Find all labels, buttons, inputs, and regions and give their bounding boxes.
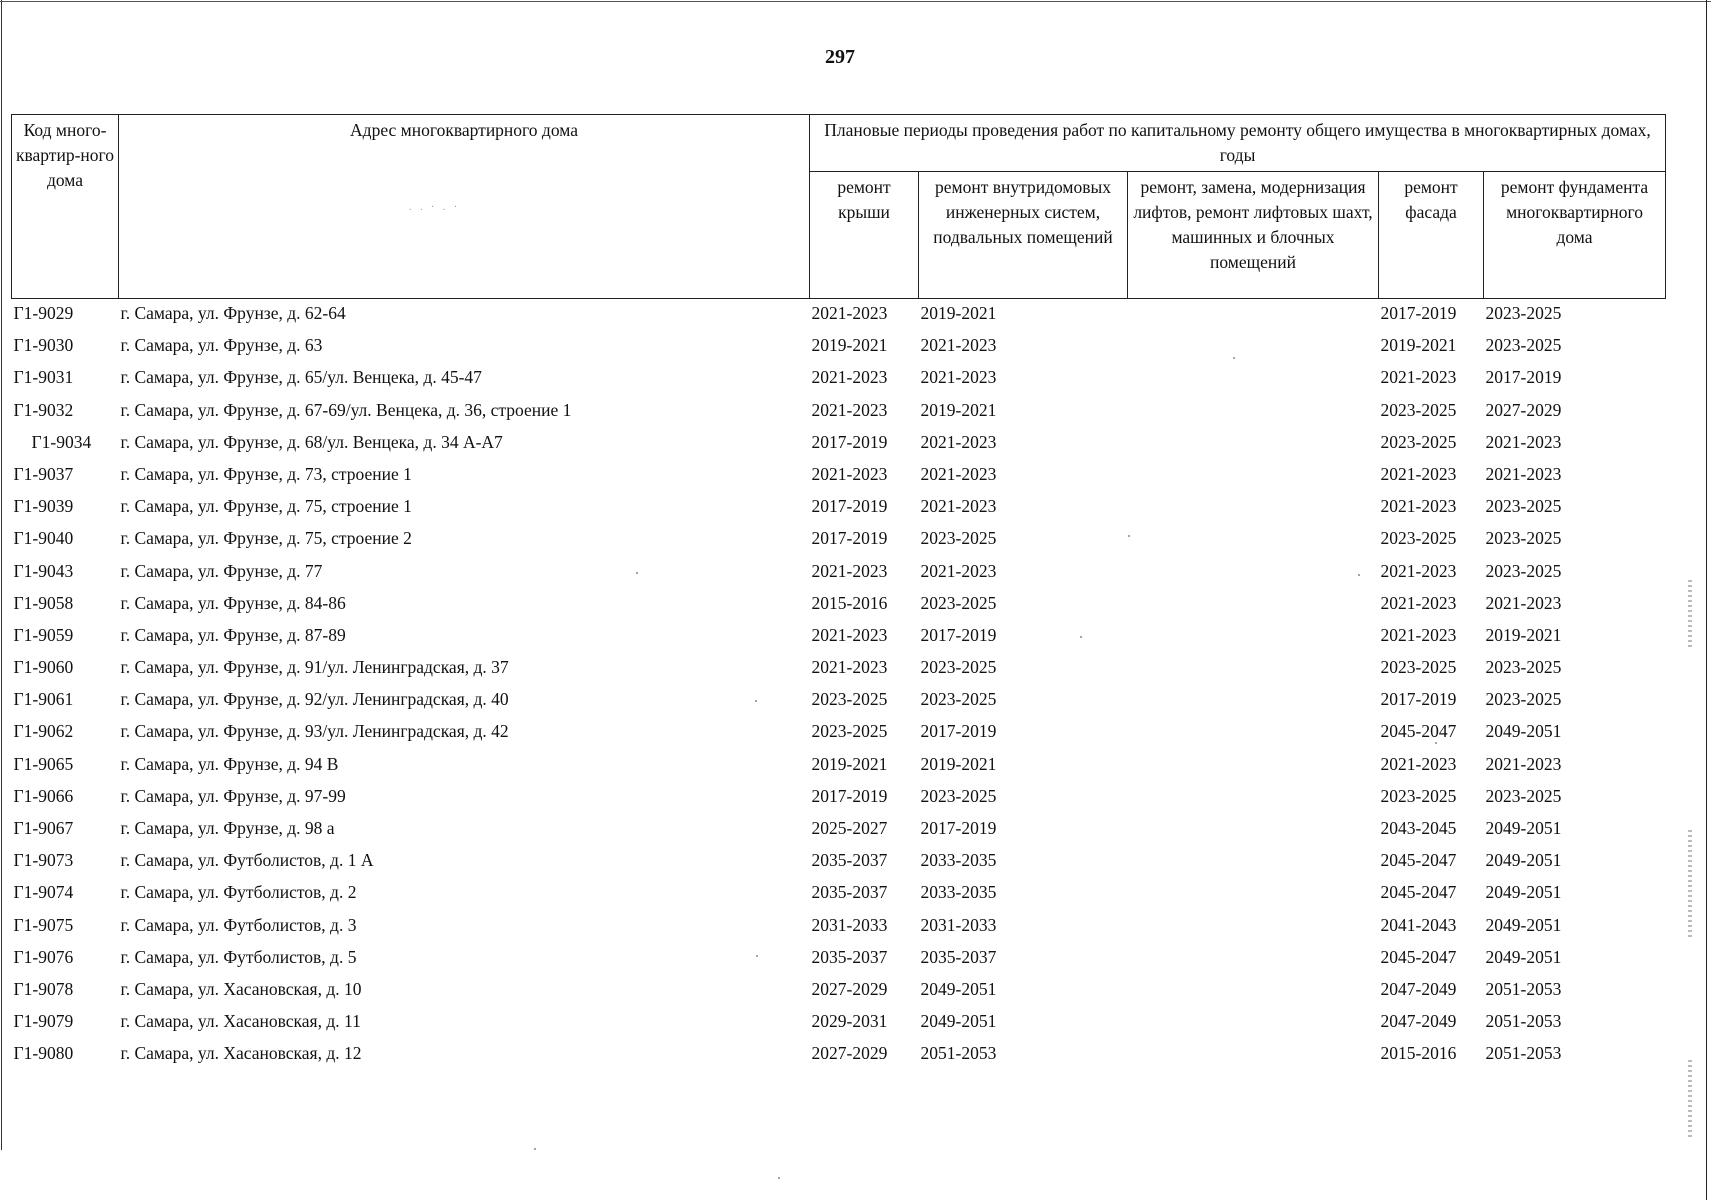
roof-period-cell: 2021-2023: [811, 303, 888, 323]
facade-period-cell: 2023-2025: [1380, 657, 1457, 678]
foundation-period-cell: 2023-2025: [1485, 560, 1562, 581]
scan-dot: [1128, 535, 1130, 537]
header-engineering-repair: ремонт внутридомовых инженерных систем, подвальных помещений: [919, 172, 1128, 299]
page-edge-right: [1706, 0, 1707, 1200]
table-row: [12, 492, 1666, 524]
engineering-period-cell: 2031-2033: [920, 914, 997, 935]
engineering-period-cell: 2033-2035: [920, 850, 997, 871]
scan-edge-mark: [1688, 830, 1692, 940]
header-planned-periods: Плановые периоды проведения работ по капитальному ремонту общего имущества в многоквартирных домах, годы: [810, 115, 1666, 172]
address-cell: г. Самара, ул. Фрунзе, д. 84-86: [120, 592, 346, 613]
building-code-cell: Г1-9076: [13, 946, 74, 967]
facade-period-cell: 2043-2045: [1380, 818, 1457, 838]
lift-period-cell: [1128, 299, 1379, 332]
table-row: [12, 1039, 1666, 1071]
roof-period-cell: 2023-2025: [811, 721, 888, 742]
table-row: [12, 460, 1666, 492]
facade-period-cell: 2021-2023: [1380, 463, 1457, 484]
engineering-period-cell: 2019-2021: [920, 753, 997, 774]
roof-period-cell: 2015-2016: [811, 592, 888, 613]
roof-period-cell: 2021-2023: [811, 367, 888, 388]
roof-period-cell: 2021-2023: [811, 463, 888, 484]
address-cell: г. Самара, ул. Фрунзе, д. 75, строение 1: [120, 496, 412, 517]
facade-period-cell: 2021-2023: [1380, 624, 1457, 645]
header-lift-repair: ремонт, замена, модернизация лифтов, ремонт лифтовых шахт, машинных и блочных помещений: [1128, 172, 1379, 299]
roof-period-cell: 2017-2019: [811, 785, 888, 806]
facade-period-cell: 2045-2047: [1380, 721, 1457, 742]
facade-period-cell: 2045-2047: [1380, 946, 1457, 967]
roof-period-cell: 2017-2019: [811, 528, 888, 549]
repair-schedule-table: [11, 114, 1666, 1072]
address-cell: г. Самара, ул. Фрунзе, д. 94 В: [120, 753, 339, 774]
building-code-cell: Г1-9066: [13, 785, 74, 806]
building-code-cell: Г1-9080: [13, 1043, 74, 1064]
facade-period-cell: 2021-2023: [1380, 753, 1457, 774]
engineering-period-cell: 2023-2025: [920, 592, 997, 613]
table-row: [12, 911, 1666, 943]
facade-period-cell: 2047-2049: [1380, 1011, 1457, 1032]
table-row: [12, 621, 1666, 653]
scan-dot: [1435, 742, 1437, 744]
roof-period-cell: 2035-2037: [811, 946, 888, 967]
address-cell: г. Самара, ул. Хасановская, д. 10: [120, 978, 362, 999]
facade-period-cell: 2023-2025: [1380, 431, 1457, 452]
building-code-cell: Г1-9073: [13, 850, 74, 871]
scan-dot: [1358, 574, 1360, 576]
table-row: [12, 975, 1666, 1007]
building-code-cell: Г1-9075: [13, 914, 74, 935]
foundation-period-cell: 2021-2023: [1485, 431, 1562, 452]
building-code-cell: Г1-9058: [13, 592, 74, 613]
table-row: [12, 814, 1666, 846]
building-code-cell: Г1-9031: [13, 367, 74, 388]
address-cell: г. Самара, ул. Фрунзе, д. 97-99: [120, 785, 346, 806]
header-address: [119, 115, 810, 299]
roof-period-cell: 2021-2023: [811, 624, 888, 645]
facade-period-cell: 2017-2019: [1380, 689, 1457, 710]
foundation-period-cell: 2049-2051: [1485, 850, 1562, 871]
lift-period-cell: [1128, 653, 1379, 685]
table-row: [12, 943, 1666, 975]
engineering-period-cell: 2019-2021: [920, 399, 997, 420]
lift-period-cell: [1128, 846, 1379, 878]
lift-period-cell: [1128, 975, 1379, 1007]
roof-period-cell: 2019-2021: [811, 753, 888, 774]
building-code-cell: Г1-9079: [13, 1011, 74, 1032]
table-row: [12, 750, 1666, 782]
address-cell: г. Самара, ул. Фрунзе, д. 67-69/ул. Венцека, д. 36, строение 1: [120, 399, 572, 420]
foundation-period-cell: 2021-2023: [1485, 753, 1562, 774]
table-body: [12, 299, 1666, 1072]
address-cell: г. Самара, ул. Хасановская, д. 11: [120, 1011, 361, 1032]
facade-period-cell: 2021-2023: [1380, 592, 1457, 613]
building-code-cell: Г1-9065: [13, 753, 74, 774]
engineering-period-cell: 2017-2019: [920, 818, 997, 838]
lift-period-cell: [1128, 943, 1379, 975]
address-cell: г. Самара, ул. Фрунзе, д. 87-89: [120, 624, 346, 645]
table-row: [12, 396, 1666, 428]
scan-dot: [1080, 636, 1082, 638]
building-code-cell: Г1-9061: [13, 689, 74, 710]
address-cell: г. Самара, ул. Фрунзе, д. 93/ул. Ленинградская, д. 42: [120, 721, 509, 742]
address-cell: г. Самара, ул. Фрунзе, д. 73, строение 1: [120, 463, 412, 484]
scan-dot: [756, 955, 758, 957]
engineering-period-cell: 2023-2025: [920, 689, 997, 710]
foundation-period-cell: 2023-2025: [1485, 528, 1562, 549]
table-row: [12, 717, 1666, 749]
facade-period-cell: 2045-2047: [1380, 850, 1457, 871]
foundation-period-cell: 2027-2029: [1485, 399, 1562, 420]
engineering-period-cell: 2021-2023: [920, 431, 997, 452]
foundation-period-cell: 2019-2021: [1485, 624, 1562, 645]
address-cell: г. Самара, ул. Фрунзе, д. 92/ул. Ленинградская, д. 40: [120, 689, 509, 710]
address-cell: г. Самара, ул. Хасановская, д. 12: [120, 1043, 362, 1064]
address-cell: г. Самара, ул. Футболистов, д. 5: [120, 946, 357, 967]
foundation-period-cell: 2023-2025: [1485, 785, 1562, 806]
address-cell: г. Самара, ул. Футболистов, д. 1 А: [120, 850, 374, 871]
table-row: [12, 846, 1666, 878]
address-cell: г. Самара, ул. Фрунзе, д. 62-64: [120, 303, 346, 323]
lift-period-cell: [1128, 524, 1379, 556]
table-row: [12, 557, 1666, 589]
foundation-period-cell: 2049-2051: [1485, 946, 1562, 967]
foundation-period-cell: 2021-2023: [1485, 463, 1562, 484]
lift-period-cell: [1128, 685, 1379, 717]
foundation-period-cell: 2049-2051: [1485, 818, 1562, 838]
foundation-period-cell: 2049-2051: [1485, 882, 1562, 903]
table-row: [12, 331, 1666, 363]
table-row: [12, 428, 1666, 460]
lift-period-cell: [1128, 621, 1379, 653]
scan-dot: [778, 1177, 780, 1179]
lift-period-cell: [1128, 1007, 1379, 1039]
roof-period-cell: 2031-2033: [811, 914, 888, 935]
foundation-period-cell: 2051-2053: [1485, 1043, 1562, 1064]
facade-period-cell: 2023-2025: [1380, 785, 1457, 806]
scan-dot: [534, 1148, 536, 1150]
foundation-period-cell: 2023-2025: [1485, 689, 1562, 710]
building-code-cell: Г1-9062: [13, 721, 74, 742]
lift-period-cell: [1128, 363, 1379, 395]
building-code-cell: Г1-9040: [13, 528, 74, 549]
lift-period-cell: [1128, 814, 1379, 846]
header-building-code: Код много-квартир-ного дома: [12, 115, 119, 299]
engineering-period-cell: 2023-2025: [920, 528, 997, 549]
engineering-period-cell: 2049-2051: [920, 978, 997, 999]
table-row: [12, 653, 1666, 685]
roof-period-cell: 2029-2031: [811, 1011, 888, 1032]
engineering-period-cell: 2021-2023: [920, 560, 997, 581]
address-cell: г. Самара, ул. Фрунзе, д. 77: [120, 560, 323, 581]
facade-period-cell: 2045-2047: [1380, 882, 1457, 903]
engineering-period-cell: 2021-2023: [920, 463, 997, 484]
scan-speck: . . · . ·: [409, 202, 461, 213]
foundation-period-cell: 2023-2025: [1485, 496, 1562, 517]
header-foundation-repair: ремонт фундамента многоквартирного дома: [1484, 172, 1666, 299]
building-code-cell: Г1-9037: [13, 463, 74, 484]
table-row: [12, 782, 1666, 814]
table-row: [12, 524, 1666, 556]
roof-period-cell: 2023-2025: [811, 689, 888, 710]
building-code-cell: Г1-9067: [13, 818, 74, 838]
page-edge-left: [1, 0, 2, 1150]
building-code-cell: Г1-9034: [31, 431, 92, 452]
engineering-period-cell: 2051-2053: [920, 1043, 997, 1064]
lift-period-cell: [1128, 782, 1379, 814]
engineering-period-cell: 2023-2025: [920, 785, 997, 806]
foundation-period-cell: 2023-2025: [1485, 335, 1562, 356]
foundation-period-cell: 2049-2051: [1485, 914, 1562, 935]
table-row: [12, 589, 1666, 621]
page-edge-top: [0, 1, 1711, 2]
building-code-cell: Г1-9030: [13, 335, 74, 356]
lift-period-cell: [1128, 589, 1379, 621]
lift-period-cell: [1128, 460, 1379, 492]
lift-period-cell: [1128, 717, 1379, 749]
foundation-period-cell: 2023-2025: [1485, 303, 1562, 323]
building-code-cell: Г1-9029: [13, 303, 74, 323]
address-cell: г. Самара, ул. Фрунзе, д. 68/ул. Венцека, д. 34 А-А7: [120, 431, 503, 452]
lift-period-cell: [1128, 750, 1379, 782]
facade-period-cell: 2019-2021: [1380, 335, 1457, 356]
engineering-period-cell: 2021-2023: [920, 496, 997, 517]
scan-edge-mark: [1688, 1060, 1692, 1140]
roof-period-cell: 2017-2019: [811, 496, 888, 517]
lift-period-cell: [1128, 331, 1379, 363]
roof-period-cell: 2021-2023: [811, 560, 888, 581]
roof-period-cell: 2021-2023: [811, 399, 888, 420]
roof-period-cell: 2019-2021: [811, 335, 888, 356]
table-row: [12, 363, 1666, 395]
building-code-cell: Г1-9043: [13, 560, 74, 581]
engineering-period-cell: 2021-2023: [920, 367, 997, 388]
page-number: 297: [825, 46, 855, 68]
lift-period-cell: [1128, 911, 1379, 943]
facade-period-cell: 2023-2025: [1380, 399, 1457, 420]
facade-period-cell: 2015-2016: [1380, 1043, 1457, 1064]
facade-period-cell: 2021-2023: [1380, 496, 1457, 517]
scan-dot: [1233, 357, 1235, 359]
roof-period-cell: 2021-2023: [811, 657, 888, 678]
roof-period-cell: 2017-2019: [811, 431, 888, 452]
lift-period-cell: [1128, 1039, 1379, 1071]
table-row: [12, 685, 1666, 717]
engineering-period-cell: 2033-2035: [920, 882, 997, 903]
table-row: [12, 878, 1666, 910]
header-roof-repair: ремонт крыши: [810, 172, 919, 299]
facade-period-cell: 2021-2023: [1380, 560, 1457, 581]
header-facade-repair: ремонт фасада: [1379, 172, 1484, 299]
address-cell: г. Самара, ул. Футболистов, д. 2: [120, 882, 357, 903]
table-row: [12, 299, 1666, 332]
foundation-period-cell: 2049-2051: [1485, 721, 1562, 742]
scan-edge-mark: [1688, 580, 1692, 650]
roof-period-cell: 2027-2029: [811, 978, 888, 999]
header-address-label: Адрес многоквартирного дома: [350, 120, 578, 140]
engineering-period-cell: 2017-2019: [920, 721, 997, 742]
roof-period-cell: 2025-2027: [811, 818, 888, 838]
lift-period-cell: [1128, 557, 1379, 589]
building-code-cell: Г1-9060: [13, 657, 74, 678]
lift-period-cell: [1128, 878, 1379, 910]
lift-period-cell: [1128, 396, 1379, 428]
address-cell: г. Самара, ул. Фрунзе, д. 63: [120, 335, 323, 356]
foundation-period-cell: 2021-2023: [1485, 592, 1562, 613]
engineering-period-cell: 2049-2051: [920, 1011, 997, 1032]
engineering-period-cell: 2019-2021: [920, 303, 997, 323]
facade-period-cell: 2041-2043: [1380, 914, 1457, 935]
scan-dot: [755, 700, 757, 702]
engineering-period-cell: 2035-2037: [920, 946, 997, 967]
address-cell: г. Самара, ул. Фрунзе, д. 91/ул. Ленинградская, д. 37: [120, 657, 509, 678]
engineering-period-cell: 2023-2025: [920, 657, 997, 678]
address-cell: г. Самара, ул. Фрунзе, д. 98 а: [120, 818, 335, 838]
lift-period-cell: [1128, 428, 1379, 460]
roof-period-cell: 2027-2029: [811, 1043, 888, 1064]
table-header: [12, 115, 1666, 299]
building-code-cell: Г1-9039: [13, 496, 74, 517]
foundation-period-cell: 2017-2019: [1485, 367, 1562, 388]
building-code-cell: Г1-9059: [13, 624, 74, 645]
address-cell: г. Самара, ул. Фрунзе, д. 65/ул. Венцека, д. 45-47: [120, 367, 482, 388]
roof-period-cell: 2035-2037: [811, 850, 888, 871]
roof-period-cell: 2035-2037: [811, 882, 888, 903]
table-row: [12, 1007, 1666, 1039]
scan-dot: [636, 572, 638, 574]
engineering-period-cell: 2021-2023: [920, 335, 997, 356]
building-code-cell: Г1-9078: [13, 978, 74, 999]
facade-period-cell: 2023-2025: [1380, 528, 1457, 549]
facade-period-cell: 2017-2019: [1380, 303, 1457, 323]
lift-period-cell: [1128, 492, 1379, 524]
address-cell: г. Самара, ул. Фрунзе, д. 75, строение 2: [120, 528, 412, 549]
foundation-period-cell: 2023-2025: [1485, 657, 1562, 678]
facade-period-cell: 2021-2023: [1380, 367, 1457, 388]
foundation-period-cell: 2051-2053: [1485, 978, 1562, 999]
address-cell: г. Самара, ул. Футболистов, д. 3: [120, 914, 357, 935]
facade-period-cell: 2047-2049: [1380, 978, 1457, 999]
building-code-cell: Г1-9032: [13, 399, 74, 420]
building-code-cell: Г1-9074: [13, 882, 74, 903]
foundation-period-cell: 2051-2053: [1485, 1011, 1562, 1032]
engineering-period-cell: 2017-2019: [920, 624, 997, 645]
